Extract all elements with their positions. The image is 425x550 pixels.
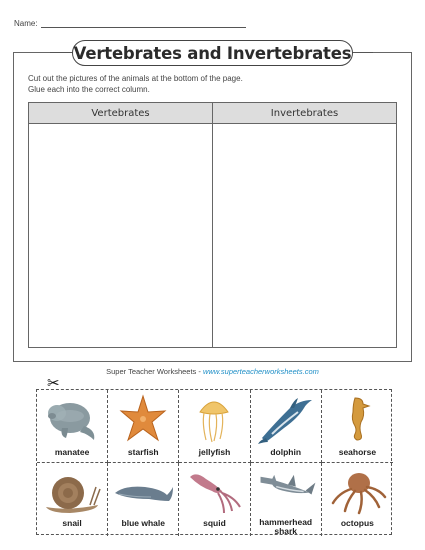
card-blue-whale[interactable] <box>108 463 179 536</box>
snail-icon <box>40 467 104 517</box>
card-label: blue whale <box>121 518 166 528</box>
column-header-invertebrates: Invertebrates <box>270 107 339 119</box>
invertebrates-column[interactable] <box>213 124 396 348</box>
title-rule-right <box>353 52 373 53</box>
card-label: squid <box>203 518 226 528</box>
vertebrates-column[interactable] <box>29 124 213 348</box>
title-banner <box>0 40 425 66</box>
blue-whale-icon <box>111 467 175 517</box>
card-manatee[interactable] <box>37 390 108 463</box>
instructions-line-1: Cut out the pictures of the animals at the bottom of the page. <box>28 74 243 83</box>
octopus-icon <box>325 467 389 517</box>
dolphin-icon <box>254 394 318 444</box>
squid-icon <box>182 467 246 517</box>
card-label: snail <box>62 518 82 528</box>
card-hammerhead-shark[interactable] <box>251 463 322 536</box>
name-field[interactable] <box>14 19 246 28</box>
column-header-vertebrates: Vertebrates <box>29 103 213 123</box>
card-snail[interactable] <box>37 463 108 536</box>
jellyfish-icon <box>182 394 246 444</box>
title-rule-left <box>50 52 72 53</box>
card-dolphin[interactable] <box>251 390 322 463</box>
instructions-line-2: Glue each into the correct column. <box>28 84 150 94</box>
sorting-table-body <box>29 124 396 348</box>
card-label: jellyfish <box>198 447 231 457</box>
card-squid[interactable] <box>179 463 250 536</box>
name-line[interactable] <box>41 20 246 28</box>
credit-separator: - <box>196 367 203 376</box>
card-label: dolphin <box>270 447 302 457</box>
credit-line <box>0 367 425 376</box>
card-label: seahorse <box>338 447 377 457</box>
card-seahorse[interactable] <box>322 390 393 463</box>
sorting-table <box>28 102 397 348</box>
card-label: hammerhead shark <box>259 517 313 536</box>
starfish-icon <box>111 394 175 444</box>
card-label: starfish <box>127 447 159 457</box>
card-jellyfish[interactable] <box>179 390 250 463</box>
card-starfish[interactable] <box>108 390 179 463</box>
card-octopus[interactable] <box>322 463 393 536</box>
publisher-name: Super Teacher Worksheets <box>106 367 197 376</box>
card-label: octopus <box>340 518 374 528</box>
sorting-table-header <box>29 103 396 124</box>
name-label: Name: <box>14 19 38 28</box>
seahorse-icon <box>325 394 389 444</box>
publisher-url[interactable]: www.superteacherworksheets.com <box>202 367 319 376</box>
page-title: Vertebrates and Invertebrates <box>72 40 353 66</box>
scissors-icon: ✂ <box>47 375 60 392</box>
hammerhead-shark-icon <box>254 467 318 516</box>
cutout-grid <box>36 389 392 535</box>
manatee-icon <box>40 394 104 444</box>
instructions <box>28 74 243 95</box>
card-label: manatee <box>54 447 90 457</box>
